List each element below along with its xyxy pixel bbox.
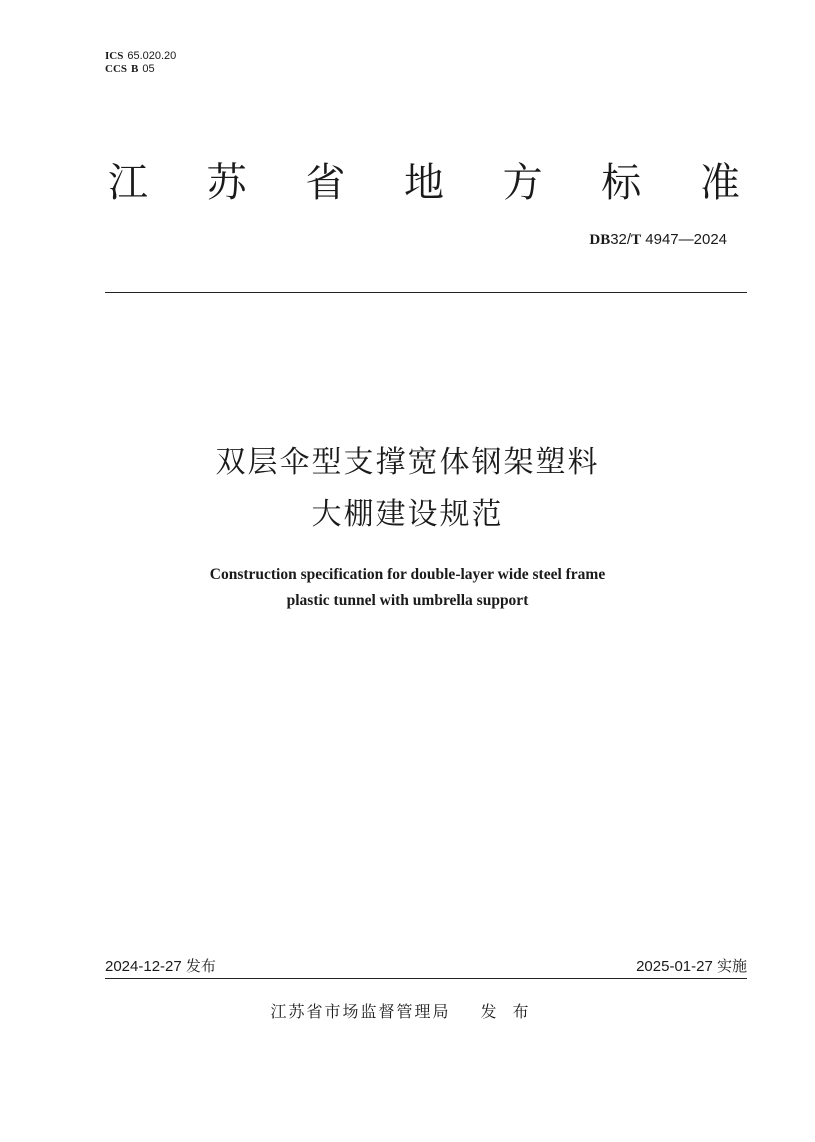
classification-codes	[105, 50, 176, 76]
heading-char: 地	[403, 160, 444, 206]
heading-char: 标	[601, 160, 642, 206]
effective-date: 2025-01-27	[636, 958, 713, 975]
ccs-code	[105, 63, 176, 76]
heading-char: 方	[502, 160, 543, 206]
heading-char: 准	[699, 160, 740, 206]
bottom-divider	[105, 978, 747, 979]
english-title-line-2: plastic tunnel with umbrella support	[286, 592, 529, 609]
issue-date: 2024-12-27	[105, 958, 182, 975]
effective-label: 实施	[716, 957, 747, 975]
standard-number	[589, 231, 727, 249]
ics-code	[105, 50, 176, 63]
standard-code: 32/	[610, 231, 632, 248]
english-title-line-1: Construction specification for double-layer wide steel frame	[209, 566, 606, 583]
effective-date-block	[636, 956, 747, 977]
ics-value: 65.020.20	[127, 50, 177, 62]
publisher-action: 发布	[480, 1002, 545, 1021]
standard-type-heading	[108, 158, 740, 208]
ccs-value: 05	[142, 63, 155, 75]
ccs-label: CCS	[105, 63, 128, 75]
top-divider	[105, 292, 747, 293]
chinese-title-line-1: 双层伞型支撑宽体钢架塑料	[215, 445, 600, 480]
heading-char: 苏	[206, 160, 247, 206]
heading-char: 省	[305, 160, 346, 206]
standard-serial: 4947—2024	[641, 231, 727, 248]
ics-label: ICS	[105, 50, 124, 62]
ccs-letter: B	[131, 63, 139, 75]
date-row	[105, 956, 747, 977]
chinese-title-line-2: 大棚建设规范	[311, 497, 504, 532]
publisher-organization: 江苏省市场监督管理局	[270, 1002, 451, 1021]
heading-char: 江	[108, 160, 148, 206]
standard-t: T	[631, 232, 642, 248]
publisher	[0, 1000, 815, 1024]
issue-date-block	[105, 956, 216, 977]
issue-label: 发布	[185, 957, 216, 975]
standard-prefix: DB	[589, 232, 611, 248]
